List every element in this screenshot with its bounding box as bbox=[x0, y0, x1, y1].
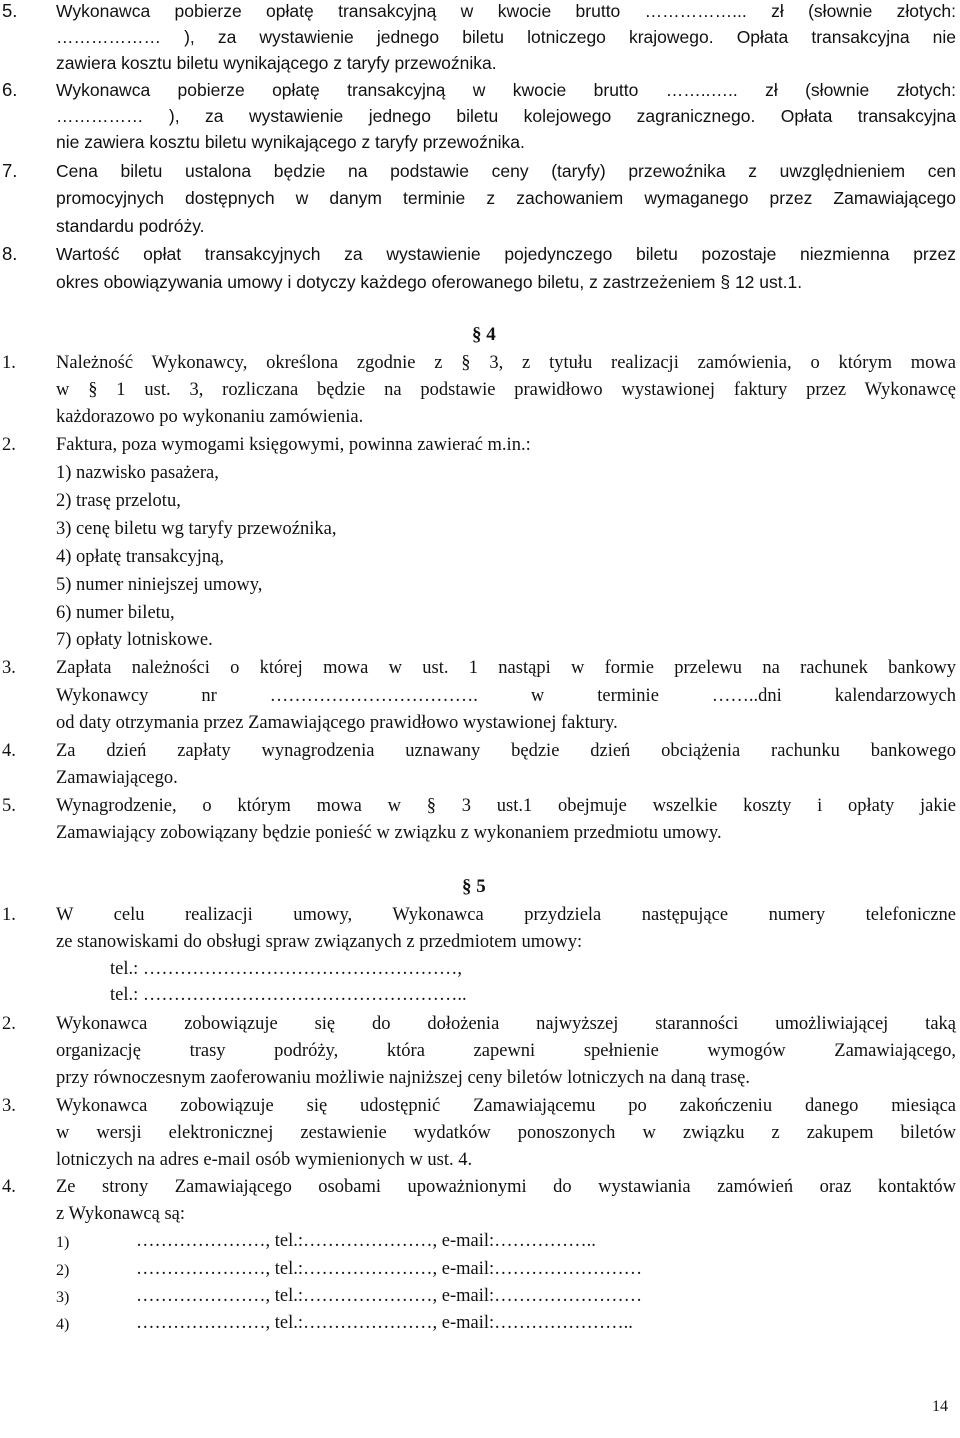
item-number: 4. bbox=[2, 1177, 16, 1197]
item-number: 5. bbox=[2, 796, 16, 816]
paragraph-line: Wartość opłat transakcyjnych za wystawienie pojedynczego biletu pozostaje niezmienna przez bbox=[56, 244, 956, 264]
section-heading: § 5 bbox=[462, 876, 486, 897]
paragraph-line: zawiera kosztu biletu wynikającego z taryfy przewoźnika. bbox=[56, 53, 497, 73]
list-item: 5) numer niniejszej umowy, bbox=[56, 575, 263, 595]
page-number: 14 bbox=[932, 1398, 948, 1415]
paragraph-line: ze stanowiskami do obsługi spraw związanych z przedmiotem umowy: bbox=[56, 932, 583, 952]
list-item: 2) trasę przelotu, bbox=[56, 491, 181, 511]
paragraph-line: okres obowiązywania umowy i dotyczy każdego oferowanego biletu, z zastrzeżeniem § 12 ust.1. bbox=[56, 272, 803, 292]
contact-number: 4) bbox=[56, 1316, 70, 1333]
item-number: 2. bbox=[2, 435, 16, 455]
contact-line: …………………, tel.:…………………, e-mail:………………….. bbox=[136, 1313, 633, 1333]
item-number: 1. bbox=[2, 353, 16, 373]
phone-line: tel.: ……………………………………………, bbox=[110, 959, 463, 979]
paragraph-line: Zapłata należności o której mowa w ust. 1 nastąpi w formie przelewu na rachunek bankowy bbox=[56, 658, 956, 678]
item-number: 6. bbox=[2, 79, 18, 100]
paragraph-line: Wykonawca zobowiązuje się udostępnić Zamawiającemu po zakończeniu danego miesiąca bbox=[56, 1096, 956, 1116]
paragraph-line: w § 1 ust. 3, rozliczana będzie na podstawie prawidłowo wystawionej faktury przez Wykonawcę bbox=[56, 380, 956, 400]
paragraph-line: Zamawiający zobowiązany będzie ponieść w związku z wykonaniem przedmiotu umowy. bbox=[56, 823, 722, 843]
paragraph-line: Wykonawca pobierze opłatę transakcyjną w kwocie brutto ……………... zł (słownie złotych: bbox=[56, 1, 956, 21]
paragraph-line: ……………… ), za wystawienie jednego biletu lotniczego krajowego. Opłata transakcyjna nie bbox=[56, 27, 956, 47]
paragraph-line: W celu realizacji umowy, Wykonawca przydziela następujące numery telefoniczne bbox=[56, 905, 956, 925]
item-number: 3. bbox=[2, 1096, 16, 1116]
paragraph-line: lotniczych na adres e-mail osób wymienionych w ust. 4. bbox=[56, 1150, 473, 1170]
paragraph-line: Zamawiającego. bbox=[56, 768, 178, 788]
list-item: 3) cenę biletu wg taryfy przewoźnika, bbox=[56, 519, 337, 539]
list-item: 7) opłaty lotniskowe. bbox=[56, 630, 213, 650]
paragraph-line: Wykonawca pobierze opłatę transakcyjną w kwocie brutto ……..….. zł (słownie złotych: bbox=[56, 80, 956, 100]
paragraph-line: przy równoczesnym zaoferowaniu możliwie najniższej ceny biletów lotniczych na daną trasę. bbox=[56, 1068, 750, 1088]
item-number: 2. bbox=[2, 1014, 16, 1034]
paragraph-line: w wersji elektronicznej zestawienie wydatków ponoszonych w związku z zakupem biletów bbox=[56, 1123, 956, 1143]
paragraph-line: nie zawiera kosztu biletu wynikającego z taryfy przewoźnika. bbox=[56, 132, 525, 152]
paragraph-line: Należność Wykonawcy, określona zgodnie z § 3, z tytułu realizacji zamówienia, o którym mowa bbox=[56, 353, 956, 373]
contact-line: …………………, tel.:…………………, e-mail:…………….. bbox=[136, 1231, 596, 1251]
item-number: 3. bbox=[2, 658, 16, 678]
item-number: 5. bbox=[2, 0, 18, 21]
paragraph-line: Faktura, poza wymogami księgowymi, powinna zawierać m.in.: bbox=[56, 435, 531, 455]
paragraph-line: każdorazowo po wykonaniu zamówienia. bbox=[56, 407, 364, 427]
item-number: 8. bbox=[2, 243, 18, 264]
item-number: 1. bbox=[2, 905, 16, 925]
paragraph-line: z Wykonawcą są: bbox=[56, 1204, 186, 1224]
paragraph-line: Wykonawca zobowiązuje się do dołożenia najwyższej staranności umożliwiającej taką bbox=[56, 1014, 956, 1034]
paragraph-line: od daty otrzymania przez Zamawiającego prawidłowo wystawionej faktury. bbox=[56, 713, 618, 733]
contact-number: 1) bbox=[56, 1234, 70, 1251]
paragraph-line: Ze strony Zamawiającego osobami upoważnionymi do wystawiania zamówień oraz kontaktów bbox=[56, 1177, 956, 1197]
item-number: 4. bbox=[2, 741, 16, 761]
list-item: 1) nazwisko pasażera, bbox=[56, 463, 219, 483]
paragraph-line: Wykonawcy nr ……………………………. w terminie ……..dni kalendarzowych bbox=[56, 686, 956, 706]
contact-number: 3) bbox=[56, 1289, 70, 1306]
paragraph-line: organizację trasy podróży, która zapewni spełnienie wymogów Zamawiającego, bbox=[56, 1041, 956, 1061]
paragraph-line: Wynagrodzenie, o którym mowa w § 3 ust.1 obejmuje wszelkie koszty i opłaty jakie bbox=[56, 796, 956, 816]
list-item: 6) numer biletu, bbox=[56, 603, 175, 623]
section-heading: § 4 bbox=[472, 324, 496, 345]
phone-line: tel.: …………………………………………….. bbox=[110, 985, 467, 1005]
paragraph-line: promocyjnych dostępnych w danym terminie z zachowaniem wymaganego przez Zamawiającego bbox=[56, 188, 956, 208]
paragraph-line: standardu podróży. bbox=[56, 216, 205, 236]
list-item: 4) opłatę transakcyjną, bbox=[56, 547, 224, 567]
paragraph-line: Za dzień zapłaty wynagrodzenia uznawany będzie dzień obciążenia rachunku bankowego bbox=[56, 741, 956, 761]
item-number: 7. bbox=[2, 160, 18, 181]
paragraph-line: Cena biletu ustalona będzie na podstawie ceny (taryfy) przewoźnika z uwzględnieniem cen bbox=[56, 161, 956, 181]
contact-number: 2) bbox=[56, 1262, 70, 1279]
paragraph-line: …………… ), za wystawienie jednego biletu kolejowego zagranicznego. Opłata transakcyjna bbox=[56, 106, 956, 126]
contact-line: …………………, tel.:…………………, e-mail:…………………… bbox=[136, 1259, 643, 1279]
contact-line: …………………, tel.:…………………, e-mail:…………………… bbox=[136, 1286, 643, 1306]
